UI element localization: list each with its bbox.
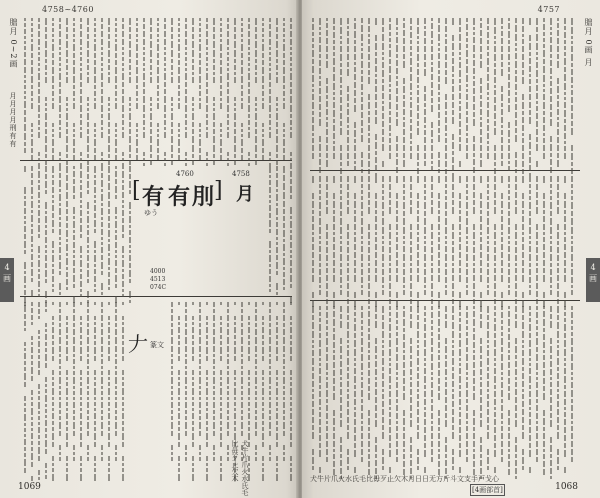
text-column	[225, 302, 230, 463]
text-column	[401, 18, 406, 177]
text-column	[478, 18, 483, 177]
text-column	[513, 18, 518, 175]
text-column	[464, 176, 469, 297]
text-column	[345, 306, 350, 472]
text-column	[541, 306, 546, 477]
text-column	[148, 18, 153, 167]
text-column	[310, 18, 315, 161]
text-column	[506, 18, 511, 173]
right-section-label: 朏月 0画 月	[584, 18, 593, 68]
radical-section-box: [4画部首]	[472, 486, 503, 494]
text-column	[176, 302, 181, 483]
text-column	[36, 18, 41, 168]
text-column	[422, 176, 427, 297]
text-column	[288, 18, 293, 168]
text-column	[457, 18, 462, 169]
text-column	[548, 176, 553, 297]
text-column	[162, 18, 167, 168]
right-tab-label: 画	[589, 274, 597, 283]
text-column	[310, 306, 315, 472]
left-page	[0, 0, 298, 498]
text-column	[36, 166, 41, 299]
text-column	[85, 166, 90, 305]
text-column	[401, 306, 406, 477]
text-column	[29, 166, 34, 299]
text-column	[345, 176, 350, 306]
text-column	[36, 302, 41, 482]
text-column	[562, 18, 567, 161]
text-column	[71, 166, 76, 305]
text-column	[492, 176, 497, 306]
right-running-head: 4757	[537, 5, 560, 14]
text-column	[513, 306, 518, 481]
text-column	[176, 18, 181, 162]
text-column	[464, 306, 469, 464]
text-column	[260, 302, 265, 483]
code-2: 4513	[150, 276, 166, 283]
text-column	[366, 18, 371, 176]
text-column	[274, 18, 279, 167]
text-column	[57, 18, 62, 168]
text-column	[387, 306, 392, 475]
text-column	[324, 176, 329, 306]
text-column	[366, 306, 371, 477]
entry-number-4758: 4758	[232, 170, 250, 178]
text-column	[197, 18, 202, 162]
text-column	[450, 176, 455, 306]
text-column	[317, 306, 322, 475]
text-column	[239, 18, 244, 162]
text-column	[359, 306, 364, 464]
text-column	[548, 18, 553, 175]
text-column	[106, 18, 111, 167]
text-column	[485, 176, 490, 297]
text-column	[527, 18, 532, 178]
text-column	[92, 18, 97, 162]
text-column	[415, 18, 420, 176]
seal-script-glyph: 𠂇	[128, 332, 148, 356]
text-column	[92, 166, 97, 294]
headword-yue: 刖	[192, 184, 215, 210]
text-column	[120, 18, 125, 168]
text-column	[415, 176, 420, 309]
text-column	[492, 306, 497, 475]
text-column	[71, 18, 76, 162]
text-column	[520, 306, 525, 472]
text-column	[457, 306, 462, 475]
text-column	[436, 176, 441, 309]
text-column	[471, 176, 476, 306]
left-tab-label: 画	[3, 274, 11, 283]
text-column	[288, 302, 293, 483]
text-column	[492, 18, 497, 176]
text-column	[169, 18, 174, 167]
text-column	[120, 302, 125, 483]
text-column	[527, 176, 532, 297]
text-column	[387, 176, 392, 306]
text-column	[443, 18, 448, 176]
text-column	[506, 176, 511, 297]
text-column	[64, 166, 69, 292]
text-column	[253, 302, 258, 463]
text-column	[99, 166, 104, 297]
text-column	[78, 302, 83, 483]
text-column	[99, 302, 104, 463]
text-column	[141, 18, 146, 168]
headword-bracket-left: [	[132, 178, 141, 203]
text-column	[211, 18, 216, 167]
text-column	[78, 166, 83, 299]
text-column	[239, 302, 244, 463]
text-column	[541, 18, 546, 161]
code-1: 4000	[150, 268, 166, 275]
text-column	[443, 176, 448, 297]
text-column	[541, 176, 546, 309]
text-column	[464, 18, 469, 161]
text-column	[29, 302, 34, 483]
text-column	[64, 18, 69, 167]
text-column	[50, 302, 55, 483]
text-column	[499, 306, 504, 464]
text-column	[43, 18, 48, 167]
text-column	[92, 302, 97, 483]
left-section-label: 朏月 0~2画	[9, 18, 18, 69]
headword-bracket-right: ]	[214, 178, 223, 203]
text-column	[22, 166, 27, 310]
text-column	[190, 18, 195, 167]
text-column	[274, 302, 279, 483]
text-column	[50, 166, 55, 294]
text-column	[485, 18, 490, 161]
text-column	[471, 18, 476, 175]
text-column	[359, 176, 364, 297]
text-column	[352, 306, 357, 475]
text-column	[373, 176, 378, 309]
text-column	[260, 18, 265, 162]
text-column	[394, 18, 399, 175]
text-column	[197, 302, 202, 463]
text-column	[373, 18, 378, 178]
text-column	[387, 18, 392, 161]
text-column	[394, 176, 399, 309]
text-column	[338, 18, 343, 176]
left-running-head: 4758~4760	[42, 5, 94, 14]
left-side-codes: 月月月月刑有有	[9, 92, 17, 148]
text-column	[548, 306, 553, 481]
seal-label: 篆文	[150, 341, 164, 349]
text-column	[366, 176, 371, 306]
headword-tsuki: 月	[236, 184, 254, 205]
left-thumb-tab	[0, 258, 14, 302]
text-column	[246, 18, 251, 168]
text-column	[429, 176, 434, 306]
right-tab-number: 4	[590, 263, 596, 272]
text-column	[57, 166, 62, 297]
text-column	[338, 176, 343, 297]
text-column	[127, 18, 132, 167]
text-column	[408, 176, 413, 306]
text-column	[85, 302, 90, 463]
text-column	[78, 18, 83, 168]
text-column	[281, 302, 286, 463]
text-column	[267, 302, 272, 463]
text-column	[317, 176, 322, 297]
text-column	[401, 176, 406, 297]
right-thumb-tab	[586, 258, 600, 302]
text-column	[380, 176, 385, 297]
text-column	[555, 176, 560, 306]
text-column	[534, 18, 539, 169]
headword-you-second: 有	[168, 184, 191, 210]
reading-label: ゆう	[144, 209, 158, 217]
text-column	[113, 166, 118, 305]
text-column	[331, 306, 336, 477]
text-column	[478, 176, 483, 309]
text-column	[267, 18, 272, 168]
text-column	[499, 18, 504, 168]
text-column	[513, 176, 518, 306]
text-column	[380, 18, 385, 169]
text-column	[527, 306, 532, 475]
text-column	[471, 306, 476, 477]
text-column	[520, 176, 525, 309]
text-column	[204, 302, 209, 483]
text-column	[324, 18, 329, 177]
text-column	[429, 18, 434, 173]
text-column	[380, 306, 385, 472]
text-column	[57, 302, 62, 463]
text-column	[443, 306, 448, 481]
text-column	[225, 18, 230, 168]
text-column	[324, 306, 329, 464]
text-column	[520, 18, 525, 176]
text-column	[478, 306, 483, 481]
text-column	[408, 306, 413, 481]
text-column	[183, 302, 188, 463]
text-column	[457, 176, 462, 309]
text-column	[555, 306, 560, 472]
text-column	[134, 18, 139, 162]
text-column	[352, 18, 357, 173]
text-column	[232, 18, 237, 167]
text-column	[22, 302, 27, 482]
text-column	[281, 18, 286, 162]
text-column	[499, 176, 504, 309]
text-column	[408, 18, 413, 161]
right-bottom-radical-index: 犬牛片爪火水氏毛比毋歹止欠木月日日无方斤斗文支手戸戈心	[310, 475, 499, 483]
text-column	[534, 176, 539, 306]
text-column	[211, 302, 216, 463]
text-column	[22, 18, 27, 155]
left-bottom-radical-index: 犬牛片爪火水氏毛比毋歹止欠木	[231, 440, 249, 496]
text-column	[85, 18, 90, 167]
text-column	[310, 176, 315, 309]
text-column	[569, 18, 574, 176]
text-column	[485, 306, 490, 472]
text-column	[106, 166, 111, 292]
text-column	[450, 306, 455, 472]
text-column	[288, 166, 293, 305]
text-column	[436, 18, 441, 175]
text-column	[422, 306, 427, 475]
text-column	[71, 302, 76, 463]
text-column	[506, 306, 511, 477]
text-column	[218, 302, 223, 483]
left-tab-number: 4	[4, 263, 10, 272]
entry-number-4760: 4760	[176, 170, 194, 178]
left-folio: 1069	[18, 482, 41, 492]
text-column	[338, 306, 343, 481]
text-column	[29, 18, 34, 162]
text-column	[190, 302, 195, 483]
text-column	[64, 302, 69, 483]
text-column	[359, 18, 364, 175]
text-column	[183, 18, 188, 168]
headword-you-large: 有	[142, 184, 165, 210]
text-column	[169, 302, 174, 463]
text-column	[113, 302, 118, 463]
text-column	[274, 166, 279, 297]
text-column	[373, 306, 378, 481]
text-column	[450, 18, 455, 178]
text-column	[534, 306, 539, 464]
text-column	[43, 302, 48, 481]
code-3: 074C	[150, 284, 167, 291]
text-column	[50, 18, 55, 162]
text-column	[43, 166, 48, 305]
text-column	[218, 18, 223, 162]
text-column	[281, 166, 286, 292]
text-column	[99, 18, 104, 168]
right-page	[302, 0, 600, 498]
text-column	[569, 306, 574, 464]
text-column	[345, 18, 350, 168]
text-column	[253, 18, 258, 167]
text-column	[331, 18, 336, 161]
text-column	[267, 166, 272, 294]
text-column	[422, 18, 427, 168]
text-column	[120, 166, 125, 299]
text-column	[562, 306, 567, 475]
right-tier-rule-2	[310, 300, 580, 301]
text-column	[113, 18, 118, 162]
text-column	[155, 18, 160, 162]
text-column	[106, 302, 111, 483]
text-column	[331, 176, 336, 309]
text-column	[352, 176, 357, 309]
text-column	[555, 18, 560, 177]
text-column	[562, 176, 567, 309]
text-column	[436, 306, 441, 477]
text-column	[415, 306, 420, 472]
text-column	[317, 18, 322, 175]
text-column	[429, 306, 434, 464]
right-folio: 1068	[555, 482, 578, 492]
text-column	[569, 176, 574, 297]
text-column	[204, 18, 209, 168]
text-column	[394, 306, 399, 464]
